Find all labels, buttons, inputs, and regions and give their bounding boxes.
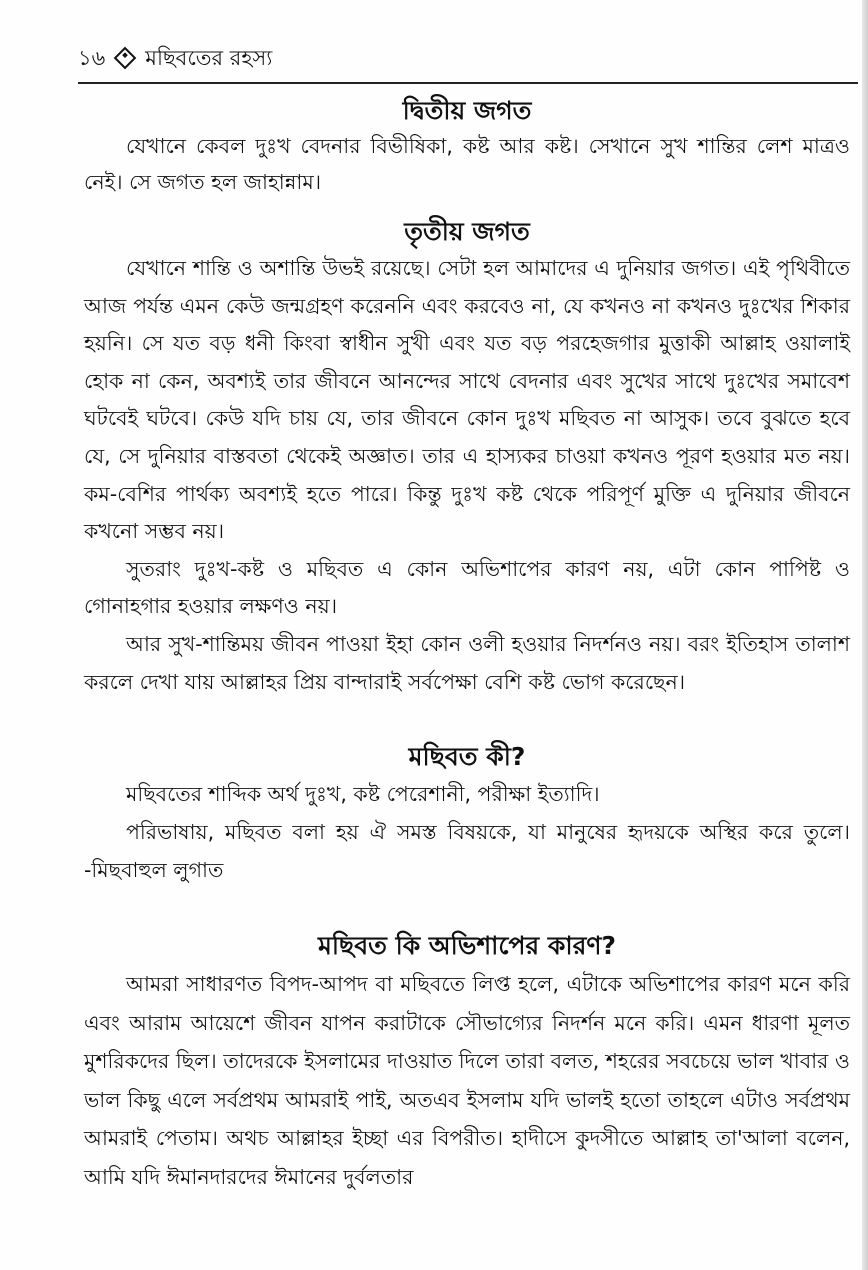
section-heading: তৃতীয় জগত	[404, 217, 530, 246]
body-paragraph: যেখানে কেবল দুঃখ বেদনার বিভীষিকা, কষ্ট আর কষ্ট। সেখানে সুখ শান্তির লেশ মাত্রও নেই। সে জগত হল জাহান্নাম।	[84, 134, 850, 194]
page-edge-shadow	[862, 0, 868, 1270]
section-heading: মছিবত কী?	[408, 742, 526, 772]
body-paragraph: মছিবতের শাব্দিক অর্থ দুঃখ, কষ্ট পেরেশানী, পরীক্ষা ইত্যাদি।	[126, 782, 600, 807]
page-number: ১৬	[78, 46, 106, 70]
header-rule	[78, 82, 858, 84]
book-title: মছিবতের রহস্য	[145, 46, 273, 70]
body-paragraph: আর সুখ-শান্তিময় জীবন পাওয়া ইহা কোন ওলী হওয়ার নিদর্শনও নয়। বরং ইতিহাস তালাশ করলে দেখা যায় আল্লাহর প্রিয় বান্দারাই সর্বপেক্ষা বেশি কষ্ট ভোগ করেছেন।	[84, 631, 850, 694]
section-heading: দ্বিতীয় জগত	[402, 96, 532, 125]
body-paragraph: সুতরাং দুঃখ-কষ্ট ও মছিবত এ কোন অভিশাপের কারণ নয়, এটা কোন পাপিষ্ট ও গোনাহগার হওয়ার লক্ষণও নয়।	[84, 556, 850, 619]
diamond-ornament-icon	[114, 47, 137, 70]
section-heading: মছিবত কি অভিশাপের কারণ?	[318, 931, 616, 961]
body-paragraph: পরিভাষায়, মছিবত বলা হয় ঐ সমস্ত বিষয়কে, যা মানুষের হৃদয়কে অস্থির করে তুলে। -মিছবাহুল লুগাত	[84, 820, 850, 883]
body-paragraph: আমরা সাধারণত বিপদ-আপদ বা মছিবতে লিপ্ত হলে, এটাকে অভিশাপের কারণ মনে করি এবং আরাম আয়েশে জীবন যাপন করাটাকে সৌভাগ্যের নিদর্শন মনে করি। এমন ধারণা মূলত মুশরিকদের ছিল। তাদেরকে ইসলামের দাওয়াত দিলে তারা বলত, শহরের সবচেয়ে ভাল খাবার ও ভাল কিছু এলে সর্বপ্রথম আমরাই পাই, অতএব ইসলাম যদি ভালই হতো তাহলে এটাও সর্বপ্রথম আমরাই পেতাম। অথচ আল্লাহর ইচ্ছা এর বিপরীত। হাদীসে কুদসীতে আল্লাহ তা'আলা বলেন, আমি যদি ঈমানদারদের ঈমানের দুর্বলতার	[84, 972, 850, 1189]
page-body	[84, 88, 850, 1196]
running-header	[78, 44, 858, 72]
body-paragraph: যেখানে শান্তি ও অশান্তি উভই রয়েছে। সেটা হল আমাদের এ দুনিয়ার জগত। এই পৃথিবীতে আজ পর্যন্ত এমন কেউ জন্মগ্রহণ করেননি এবং করবেও না, যে কখনও না কখনও দুঃখের শিকার হয়নি। সে যত বড় ধনী কিংবা স্বাধীন সুখী এবং যত বড় পরহেজগার মুত্তাকী আল্লাহ ওয়ালাই হোক না কেন, অবশ্যই তার জীবনে আনন্দের সাথে বেদনার এবং সুখের সাথে দুঃখের সমাবেশ ঘটবেই ঘটবে। কেউ যদি চায় যে, তার জীবনে কোন দুঃখ মছিবত না আসুক। তবে বুঝতে হবে যে, সে দুনিয়ার বাস্তবতা থেকেই অজ্ঞাত। তার এ হাস্যকর চাওয়া কখনও পূরণ হওয়ার মত নয়। কম-বেশির পার্থক্য অবশ্যই হতে পারে। কিন্তু দুঃখ কষ্ট থেকে পরিপূর্ণ মুক্তি এ দুনিয়ার জীবনে কখনো সম্ভব নয়।	[84, 256, 850, 544]
